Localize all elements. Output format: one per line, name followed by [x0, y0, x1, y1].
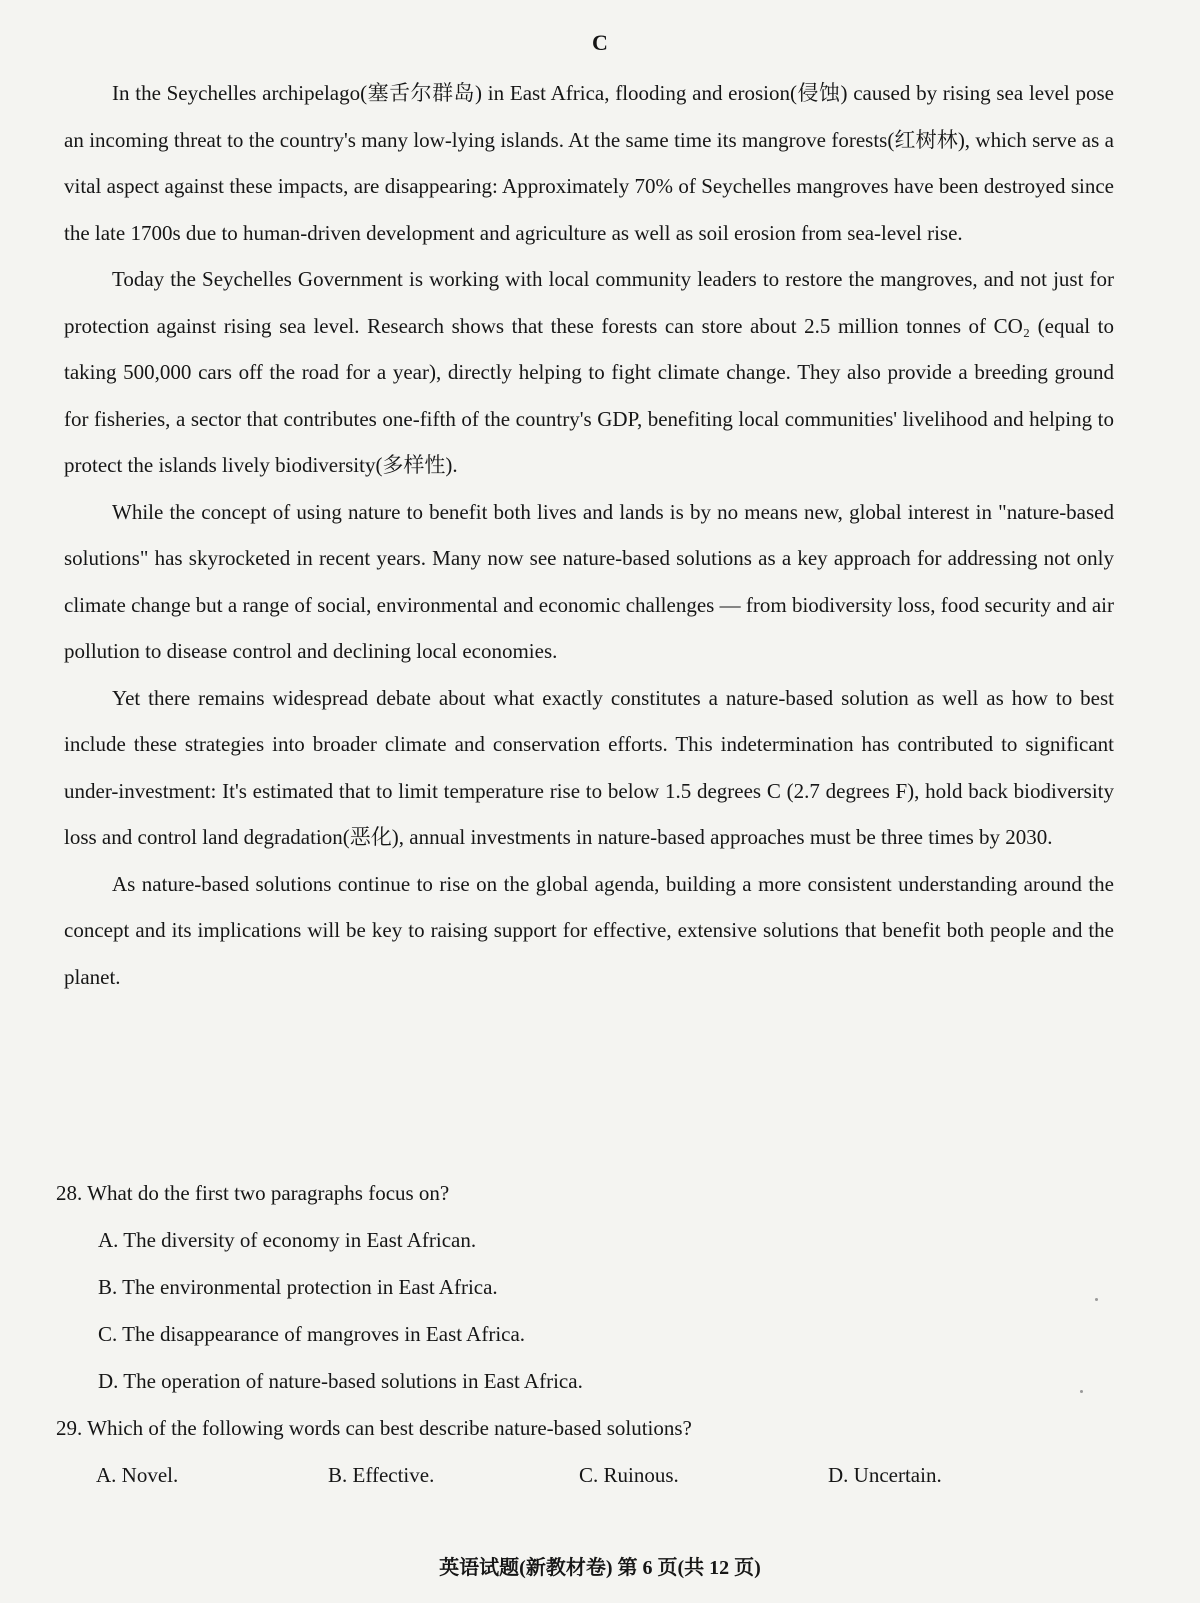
- page-footer: 英语试题(新教材卷) 第 6 页(共 12 页): [439, 1557, 761, 1579]
- option-b: B. The environmental protection in East Africa.: [98, 1275, 498, 1299]
- scan-speck: [1080, 1390, 1083, 1393]
- question-stem: 28. What do the first two paragraphs focus on?: [56, 1181, 450, 1205]
- scan-speck: [1095, 1298, 1098, 1301]
- option-a: A. Novel.: [96, 1463, 179, 1487]
- option-d: D. Uncertain.: [828, 1463, 942, 1487]
- question-28: [56, 1170, 1136, 1405]
- passage-paragraph-4: Yet there remains widespread debate about what exactly constitutes a nature-based solution as well as how to best include these strategies into broader climate and conservation efforts. This indetermination has contributed to significant under-investment: It's estimated that to limit temperature rise to below 1.5 degrees C (2.7 degrees F), hold back biodiversity loss and control land degradation(恶化), annual investments in nature-based approaches must be three times by 2030.: [64, 685, 1114, 849]
- question-stem: 29. Which of the following words can best describe nature-based solutions?: [56, 1416, 692, 1440]
- question-29: [56, 1405, 1136, 1499]
- passage-paragraph-3: While the concept of using nature to benefit both lives and lands is by no means new, global interest in "nature-based solutions" has skyrocketed in recent years. Many now see nature-based solutions as a key approach for addressing not only climate change but a range of social, environmental and economic challenges — from biodiversity loss, food security and air pollution to disease control and declining local economies.: [64, 499, 1114, 663]
- section-title: C: [592, 30, 608, 55]
- passage: [64, 70, 1114, 1000]
- passage-paragraph-5: As nature-based solutions continue to rise on the global agenda, building a more consistent understanding around the concept and its implications will be key to raising support for effective, extensive solutions that benefit both people and the planet.: [64, 871, 1114, 989]
- option-c: C. The disappearance of mangroves in East Africa.: [98, 1322, 526, 1346]
- option-b: B. Effective.: [328, 1463, 435, 1487]
- passage-paragraph-1: In the Seychelles archipelago(塞舌尔群岛) in East Africa, flooding and erosion(侵蚀) caused by rising sea level pose an incoming threat to the country's many low-lying islands. At the same time its mangrove forests(红树林), which serve as a vital aspect against these impacts, are disappearing: Approximately 70% of Seychelles mangroves have been destroyed since the late 1700s due to human-driven development and agriculture as well as soil erosion from sea-level rise.: [64, 81, 1114, 245]
- option-c: C. Ruinous.: [579, 1463, 679, 1487]
- passage-paragraph-2: Today the Seychelles Government is working with local community leaders to restore the mangroves, and not just for protection against rising sea level. Research shows that these forests can store about 2.5 million tonnes of CO₂ (equal to taking 500,000 cars off the road for a year), directly helping to fight climate change. They also provide a breeding ground for fisheries, a sector that contributes one-fifth of the country's GDP, benefiting local communities' livelihood and helping to protect the islands lively biodiversity(多样性).: [64, 267, 1114, 477]
- option-d: D. The operation of nature-based solutions in East Africa.: [98, 1369, 583, 1393]
- options-row: [56, 1452, 1136, 1499]
- option-a: A. The diversity of economy in East African.: [98, 1228, 477, 1252]
